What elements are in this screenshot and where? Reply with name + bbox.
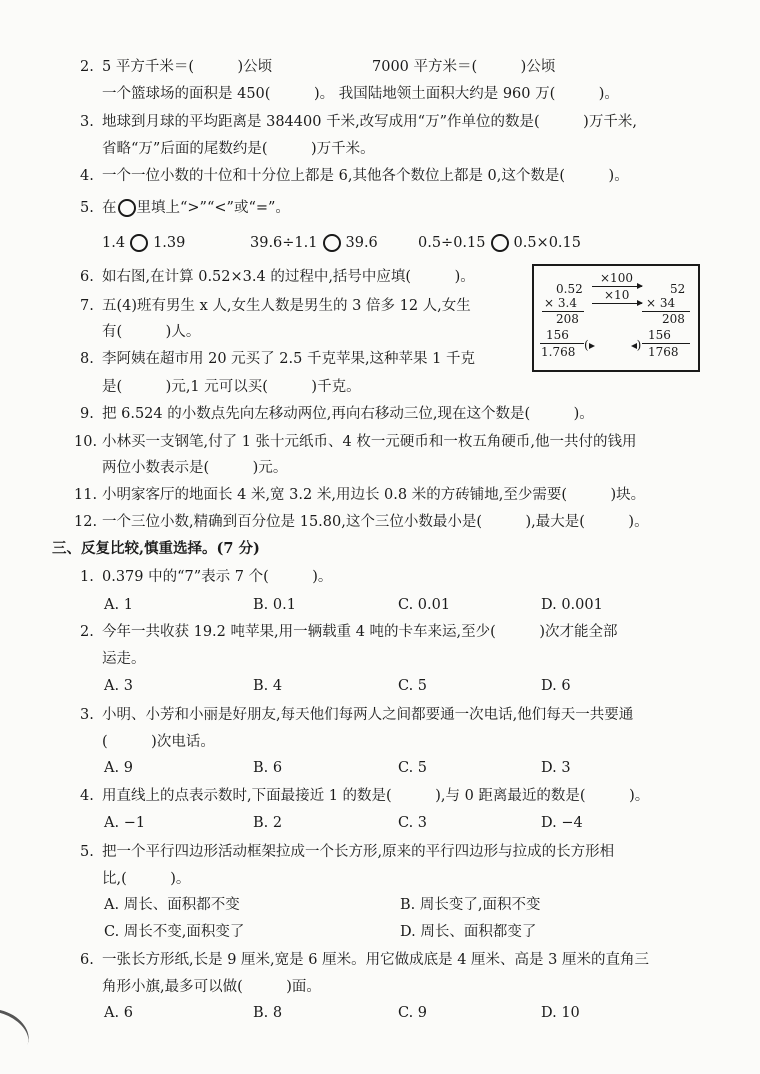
q10-line-a: 小林买一支钢笔,付了 1 张十元纸币、4 枚一元硬币和一枚五角硬币,他一共付的钱用 [102, 434, 637, 450]
diagram-left-line-2 [540, 343, 584, 344]
q8-line-a: 李阿姨在超市用 20 元买了 2.5 千克苹果,这种苹果 1 千克 [102, 351, 475, 367]
section3-heading: 三、反复比较,慎重选择。(7 分) [52, 540, 260, 557]
s3-q5-number: 5. [80, 844, 94, 860]
q2-number: 2. [80, 59, 94, 75]
right-arrow-icon [592, 286, 642, 287]
s3-q6-option-b[interactable]: B. 8 [253, 1005, 283, 1021]
s3-q6-line-b: 角形小旗,最多可以做( )面。 [102, 979, 321, 995]
s3-q1-text: 0.379 中的“7”表示 7 个( )。 [102, 569, 333, 585]
q3-line-b: 省略“万”后面的尾数约是( )万千米。 [102, 141, 375, 157]
s3-q4-options [104, 813, 704, 833]
s3-q4-option-b[interactable]: B. 2 [253, 815, 283, 831]
q5-item-3-right: 0.5×0.15 [513, 235, 581, 251]
s3-q3-option-d[interactable]: D. 3 [541, 760, 571, 776]
s3-q4-option-c[interactable]: C. 3 [398, 815, 428, 831]
s3-q3-option-a[interactable]: A. 9 [104, 760, 133, 776]
q11-number: 11. [74, 487, 98, 503]
compare-circle-3[interactable] [491, 234, 509, 252]
s3-q2-option-b[interactable]: B. 4 [253, 678, 283, 694]
s3-q3-number: 3. [80, 707, 94, 723]
circle-icon [118, 199, 136, 217]
diagram-arrow1-label: ×100 [600, 271, 633, 285]
diagram-right-mul: × 34 [646, 296, 676, 310]
q5-item-1-right: 1.39 [153, 235, 186, 251]
q5-item-2-right: 39.6 [345, 235, 378, 251]
page-corner-curl [0, 1000, 36, 1064]
q2-line-c: 一个篮球场的面积是 450( )。 我国陆地领土面积大约是 960 万( )。 [102, 86, 619, 102]
q5-item-1-left: 1.4 [102, 235, 126, 251]
s3-q6-option-a[interactable]: A. 6 [104, 1005, 133, 1021]
q5-post: 里填上“>”“<”或“=”。 [136, 200, 290, 216]
s3-q5-option-a[interactable]: A. 周长、面积都不变 [104, 897, 240, 913]
q10-line-b: 两位小数表示是( )元。 [102, 460, 288, 476]
q10-number: 10. [74, 434, 98, 450]
diagram-right-p1: 208 [662, 312, 685, 326]
q6-number: 6. [80, 269, 94, 285]
s3-q2-option-a[interactable]: A. 3 [104, 678, 133, 694]
s3-q2-options [104, 676, 704, 696]
s3-q5-line-a: 把一个平行四边形活动框架拉成一个长方形,原来的平行四边形与拉成的长方形相 [102, 844, 615, 860]
q5-item-3-left: 0.5÷0.15 [418, 235, 486, 251]
q3-line-a: 地球到月球的平均距离是 384400 千米,改写成用“万”作单位的数是( )万千米, [102, 114, 637, 130]
s3-q5-option-c[interactable]: C. 周长不变,面积变了 [104, 924, 245, 940]
diagram-right-top: 52 [670, 282, 686, 296]
q9-number: 9. [80, 406, 94, 422]
diagram-bottom-paren: ( ) [584, 338, 642, 352]
s3-q1-option-a[interactable]: A. 1 [104, 597, 133, 613]
s3-q6-number: 6. [80, 952, 94, 968]
s3-q1-option-d[interactable]: D. 0.001 [541, 597, 603, 613]
compare-circle-2[interactable] [323, 234, 341, 252]
compare-circle-1[interactable] [130, 234, 148, 252]
s3-q3-line-b: ( )次电话。 [102, 734, 215, 750]
q6-text: 如右图,在计算 0.52×3.4 的过程中,括号中应填( )。 [102, 269, 475, 285]
s3-q6-options [104, 1003, 704, 1023]
diagram-left-top: 0.52 [556, 282, 583, 296]
q2-line-b: 7000 平方米＝( )公顷 [372, 59, 556, 75]
q5-pre: 在 [102, 200, 117, 216]
q9-text: 把 6.524 的小数点先向左移动两位,再向右移动三位,现在这个数是( )。 [102, 406, 594, 422]
diagram-right-line-2 [642, 343, 690, 344]
q12-number: 12. [74, 514, 98, 530]
s3-q2-line-a: 今年一共收获 19.2 吨苹果,用一辆载重 4 吨的卡车来运,至少( )次才能全部 [102, 624, 618, 640]
s3-q5-line-b: 比,( )。 [102, 871, 191, 887]
diagram-left-p2: 156 [546, 328, 569, 342]
q3-number: 3. [80, 114, 94, 130]
q8-number: 8. [80, 351, 94, 367]
s3-q1-option-c[interactable]: C. 0.01 [398, 597, 451, 613]
q8-line-b: 是( )元,1 元可以买( )千克。 [102, 379, 361, 395]
q5-number: 5. [80, 200, 94, 216]
q5-item-3 [418, 233, 581, 253]
diagram-left-mul: × 3.4 [544, 296, 577, 310]
diagram-left-p1: 208 [556, 312, 579, 326]
s3-q5-options-row2 [104, 922, 704, 942]
right-arrow-icon [592, 303, 642, 304]
s3-q2-option-c[interactable]: C. 5 [398, 678, 428, 694]
diagram-arrow2-label: ×10 [604, 288, 630, 302]
q5-instruction [102, 198, 290, 218]
s3-q1-option-b[interactable]: B. 0.1 [253, 597, 296, 613]
q2-line-a: 5 平方千米＝( )公顷 [102, 59, 273, 75]
s3-q6-line-a: 一张长方形纸,长是 9 厘米,宽是 6 厘米。用它做成底是 4 厘米、高是 3 厘米的直角三 [102, 952, 649, 968]
q5-item-2 [250, 233, 378, 253]
s3-q3-option-c[interactable]: C. 5 [398, 760, 428, 776]
diagram-right-result: 1768 [648, 345, 679, 359]
s3-q5-options-row1 [104, 895, 704, 915]
s3-q6-option-c[interactable]: C. 9 [398, 1005, 428, 1021]
s3-q2-option-d[interactable]: D. 6 [541, 678, 571, 694]
q7-number: 7. [80, 298, 94, 314]
multiplication-diagram [532, 264, 700, 372]
s3-q4-option-a[interactable]: A. −1 [104, 815, 146, 831]
q11-text: 小明家客厅的地面长 4 米,宽 3.2 米,用边长 0.8 米的方砖铺地,至少需要( )块。 [102, 487, 646, 503]
s3-q3-line-a: 小明、小芳和小丽是好朋友,每天他们每两人之间都要通一次电话,他们每天一共要通 [102, 707, 634, 723]
s3-q5-option-d[interactable]: D. 周长、面积都变了 [400, 924, 537, 940]
s3-q4-number: 4. [80, 788, 94, 804]
s3-q3-option-b[interactable]: B. 6 [253, 760, 283, 776]
q7-line-a: 五(4)班有男生 x 人,女生人数是男生的 3 倍多 12 人,女生 [102, 298, 471, 314]
s3-q1-options [104, 595, 704, 615]
s3-q3-options [104, 758, 704, 778]
s3-q6-option-d[interactable]: D. 10 [541, 1005, 580, 1021]
q7-line-b: 有( )人。 [102, 324, 201, 340]
s3-q5-option-b[interactable]: B. 周长变了,面积不变 [400, 897, 541, 913]
s3-q4-text: 用直线上的点表示数时,下面最接近 1 的数是( ),与 0 距离最近的数是( )。 [102, 788, 650, 804]
q4-number: 4. [80, 168, 94, 184]
diagram-left-result: 1.768 [541, 345, 576, 359]
s3-q2-line-b: 运走。 [102, 651, 146, 667]
q12-text: 一个三位小数,精确到百分位是 15.80,这个三位小数最小是( ),最大是( )。 [102, 514, 649, 530]
q5-item-1 [102, 233, 185, 253]
s3-q2-number: 2. [80, 624, 94, 640]
q5-item-2-left: 39.6÷1.1 [250, 235, 318, 251]
q4-text: 一个一位小数的十位和十分位上都是 6,其他各个数位上都是 0,这个数是( )。 [102, 168, 629, 184]
diagram-right-p2: 156 [648, 328, 671, 342]
left-arrow-icon [590, 346, 636, 347]
s3-q4-option-d[interactable]: D. −4 [541, 815, 583, 831]
s3-q1-number: 1. [80, 569, 94, 585]
